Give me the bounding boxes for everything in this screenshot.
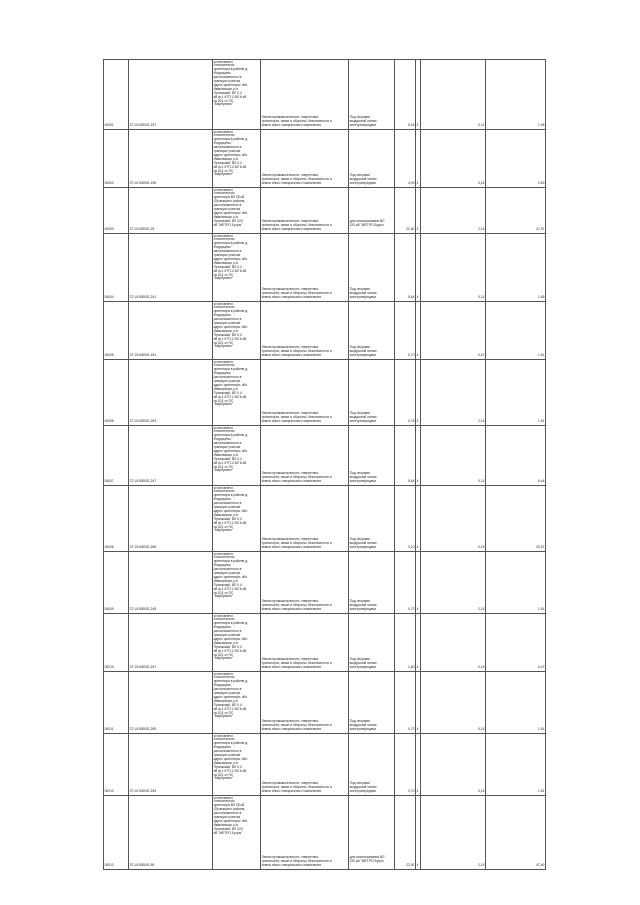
cadastral-number-cell [129, 60, 213, 130]
land-category: Земли промышленности, энергетики, транспорта, связи и обороны, безопасности и земли иного специального назначения [261, 657, 332, 670]
permitted-use: Под опорами воздушной линии электропередачи [349, 719, 377, 732]
location-description-cell [213, 614, 261, 672]
land-category: Земли промышленности, энергетики, транспорта, связи и обороны, безопасности и земли иного специального назначения [261, 471, 332, 484]
area-cell [395, 734, 416, 796]
rate-cell [421, 486, 486, 552]
rate-cell [421, 130, 486, 188]
location-description-cell [213, 130, 261, 188]
row-id-cell [104, 672, 129, 734]
row-id: 00013 [104, 863, 114, 868]
value-amount: 6,44 [537, 479, 545, 484]
value-amount: 1,51 [537, 607, 545, 612]
permitted-use: Под опорами воздушной линии электропередачи [349, 411, 377, 424]
land-category: Земли промышленности, энергетики, транспорта, связи и обороны, безопасности и земли иного специального назначения [261, 219, 332, 232]
land-category-cell [261, 302, 349, 360]
table-row [104, 302, 546, 360]
area-value: 22,00 [406, 863, 415, 868]
value-amount: 1,51 [537, 789, 545, 794]
permitted-use: для использования ВЛ 220 кВ "МЕТРО-Бугры " [349, 219, 385, 232]
area-cell [395, 130, 416, 188]
location-description-cell [213, 426, 261, 486]
location-description: установлено относительно ориентира в районе д. Федорцево расположенного в границах участка адрес ориентира: обл. Ивановская, р-н Пучежский, ВЛ 0,4 кВ ф.1 КТП-2 ВЛ 6 кВ № 621 от ПС "Марбунино" [213, 733, 249, 781]
table-row [104, 130, 546, 188]
cadastral-number: 37:10:000001:59 [129, 863, 155, 868]
location-description-cell [213, 188, 261, 234]
area-value: 5,64 [407, 295, 415, 300]
value-cell [486, 486, 546, 552]
row-id-cell [104, 614, 129, 672]
land-category: Земли промышленности, энергетики, транспорта, связи и обороны, безопасности и земли иного специального назначения [261, 855, 332, 868]
rate-cell [421, 672, 486, 734]
cadastral-number: 37:10:000001:156 [129, 181, 157, 186]
location-description: установлено относительно ориентира в районе д. Федорцево, расположенного в границах участка адрес ориентира: обл. Ивановская, р-н Пучежский, ВЛ 0,4 кВ ф.1 КТП-2 ВЛ 6 кВ № 621 от ПС "Марбунино" [213, 301, 249, 349]
permitted-use-cell [349, 486, 395, 552]
land-category-cell [261, 552, 349, 614]
location-description: установлено относительно ориентира в районе д. Федорцево, расположенного в границах участка адрес ориентира: обл. Ивановская, р-н Пучежский, ВЛ 0,4 кВ ф.1 КТП-2 ВЛ 6 кВ № 621 от ПС "Марбунино" [213, 425, 249, 473]
location-description-cell [213, 672, 261, 734]
unit-code: 4 [416, 295, 419, 300]
location-description: установлено относительно ориентира в районе д. Федорцево, расположенного в границах участка адрес ориентира: обл. Ивановская, р-н Пучежский, ВЛ 0,4 кВ ф.1 КТП-2 ВЛ 6 кВ № 621 от ПС "Марбунино" [213, 613, 249, 661]
table-row [104, 60, 546, 130]
permitted-use-cell [349, 796, 395, 870]
value-cell [486, 130, 546, 188]
area-value: 0,70 [407, 607, 415, 612]
unit-code: 4 [416, 607, 419, 612]
land-category-cell [261, 796, 349, 870]
area-value: 5,18 [407, 123, 415, 128]
value-amount: 47,57 [536, 227, 545, 232]
cadastral-number-cell [129, 796, 213, 870]
cadastral-number-cell [129, 188, 213, 234]
location-description: установлено относительно ориентира ВЛ 35 кВ (Пучежского района, расположенного в границах участка адрес ориентира: обл. Ивановская, р-н Пучежский, ВЛ 220 кВ "МЕТРО-Бугры" [213, 187, 249, 227]
rate-cell [421, 426, 486, 486]
cadastral-number-cell [129, 552, 213, 614]
rate-value: 0,10 [477, 353, 485, 358]
location-description-cell [213, 302, 261, 360]
rate-cell [421, 734, 486, 796]
land-category: Земли промышленности, энергетики, транспорта, связи и обороны, безопасности и земли иного специального назначения [261, 599, 332, 612]
location-description: установлено относительно ориентира в районе д. Федорцево, расположенного в границах участка адрес ориентира: обл. Ивановская, р-н Пучежский, ВЛ 0,4 кВ ф.1 КТП-2 ВЛ 6 кВ № 621 от ПС "Марбунино" [213, 485, 249, 533]
area-cell [395, 796, 416, 870]
land-category: Земли промышленности, энергетики, транспорта, связи и обороны, безопасности и земли иного специального назначения [261, 345, 332, 358]
rate-value: 2,15 [477, 419, 485, 424]
row-id-cell [104, 234, 129, 302]
value-cell [486, 302, 546, 360]
value-cell [486, 188, 546, 234]
table-row [104, 188, 546, 234]
land-plots-table [103, 59, 546, 870]
permitted-use: Под опорами воздушной линии электропередачи [349, 537, 377, 550]
location-description: установлено относительно ориентира в районе д. Федорцево, расположенного в границах участка адрес ориентира: обл. Ивановская, р-н Пучежский, ВЛ 0,4 кВ ф.1 КТП-2 ВЛ 6 кВ № 621 от ПС "Марбунино" [213, 671, 249, 719]
area-value: 5,64 [407, 479, 415, 484]
area-cell [395, 614, 416, 672]
land-category-cell [261, 426, 349, 486]
rate-value: 2,15 [477, 863, 485, 868]
area-cell [395, 60, 416, 130]
table-row [104, 360, 546, 426]
table-body [104, 60, 546, 870]
land-category-cell [261, 234, 349, 302]
area-value: 3,10 [407, 545, 415, 550]
row-id: 00006 [104, 419, 114, 424]
permitted-use: Под опорами воздушной линии электропередачи [349, 287, 377, 300]
rate-value: 2,15 [477, 607, 485, 612]
cadastral-number-cell [129, 672, 213, 734]
area-cell [395, 486, 416, 552]
permitted-use-cell [349, 130, 395, 188]
row-id: 00004 [104, 295, 114, 300]
row-id: 00011 [104, 727, 114, 732]
rate-value: 0,15 [477, 545, 485, 550]
permitted-use: Под опорами воздушной линии электропередачи [349, 115, 377, 128]
cadastral-number-cell [129, 130, 213, 188]
permitted-use-cell [349, 672, 395, 734]
rate-cell [421, 614, 486, 672]
table-row [104, 426, 546, 486]
value-cell [486, 360, 546, 426]
cadastral-number-cell [129, 302, 213, 360]
unit-code: 4 [416, 789, 419, 794]
value-cell [486, 672, 546, 734]
location-description: установлено относительно ориентира в районе д. Федорцево расположенного в границах участка адрес ориентира: обл. Ивановская, р-н Пучежский, ВЛ 0,4 кВ ф.1 КТП-2 ВЛ 6 кВ № 621 от ПС "Марбунино" [213, 551, 249, 599]
row-id-cell [104, 360, 129, 426]
rate-cell [421, 188, 486, 234]
area-cell [395, 552, 416, 614]
table-row [104, 486, 546, 552]
unit-code: 4 [416, 727, 419, 732]
value-amount: 1,51 [537, 727, 545, 732]
permitted-use: Под опорами воздушной линии электропередачи [349, 471, 377, 484]
area-cell [395, 234, 416, 302]
value-cell [486, 426, 546, 486]
area-cell [395, 360, 416, 426]
value-amount: 1,05 [537, 123, 545, 128]
location-description-cell [213, 796, 261, 870]
unit-code: 4 [416, 419, 419, 424]
land-category: Земли промышленности, энергетики, транспорта, связи и обороны, безопасности и земли иного специального назначения [261, 537, 332, 550]
unit-code: 4 [416, 545, 419, 550]
table-row [104, 672, 546, 734]
location-description-cell [213, 360, 261, 426]
location-description-cell [213, 60, 261, 130]
rate-value: 2,15 [477, 227, 485, 232]
permitted-use-cell [349, 614, 395, 672]
row-id-cell [104, 734, 129, 796]
table-row [104, 552, 546, 614]
rate-cell [421, 796, 486, 870]
unit-code: 4 [416, 665, 419, 670]
cadastral-number: 37:10:000001:245 [129, 789, 157, 794]
area-cell [395, 188, 416, 234]
rate-value: 0,11 [478, 123, 485, 128]
permitted-use-cell [349, 552, 395, 614]
cadastral-number: 37:10:000001:265 [129, 545, 157, 550]
row-id: 00012 [104, 789, 114, 794]
land-category-cell [261, 60, 349, 130]
cadastral-number-cell [129, 360, 213, 426]
cadastral-number: 37:10:000001:25 [129, 227, 155, 232]
land-category: Земли промышленности, энергетики, транспорта, связи и обороны, безопасности и земли иного специального назначения [261, 411, 332, 424]
value-amount: 20,67 [536, 545, 545, 550]
location-description: установлено относительно ориентира в районе д. Федорцево, расположенного в границах участка адрес ориентира: обл. Ивановская, р-н Пучежский, ВЛ 0,4 кВ ф.1 КТП-2 ВЛ 6 кВ № 621 от ПС "Марбунино" [213, 129, 249, 177]
rate-cell [421, 234, 486, 302]
permitted-use-cell [349, 302, 395, 360]
permitted-use-cell [349, 426, 395, 486]
land-category-cell [261, 360, 349, 426]
area-cell [395, 672, 416, 734]
cadastral-number: 37:10:000001:157 [129, 123, 157, 128]
cadastral-number-cell [129, 486, 213, 552]
row-id-cell [104, 796, 129, 870]
value-cell [486, 614, 546, 672]
area-value: 0,75 [407, 419, 415, 424]
area-value: 4,09 [407, 181, 415, 186]
row-id-cell [104, 426, 129, 486]
land-category: Земли промышленности, энергетики, транспорта, связи и обороны, безопасности и земли иного специального назначения [261, 115, 332, 128]
rate-cell [421, 60, 486, 130]
value-cell [486, 796, 546, 870]
land-category: Земли промышленности, энергетики, транспорта, связи и обороны, безопасности и земли иного специального назначения [261, 287, 332, 300]
row-id-cell [104, 552, 129, 614]
rate-cell [421, 360, 486, 426]
unit-code: 4 [416, 227, 419, 232]
rate-value: 0,15 [477, 789, 485, 794]
cadastral-number: 37:10:000001:241 [129, 295, 157, 300]
table-row [104, 734, 546, 796]
permitted-use: Под опорами воздушной линии электропередачи [349, 599, 377, 612]
table-row [104, 796, 546, 870]
land-category-cell [261, 614, 349, 672]
rate-cell [421, 552, 486, 614]
area-value: 22,40 [406, 227, 415, 232]
area-cell [395, 302, 416, 360]
cadastral-number: 37:10:000001:247 [129, 479, 157, 484]
row-id: 00005 [104, 353, 114, 358]
value-cell [486, 234, 546, 302]
row-id: 00002 [104, 181, 114, 186]
rate-value: 0,11 [478, 295, 485, 300]
permitted-use-cell [349, 360, 395, 426]
permitted-use: Под опорами воздушной линии электропередачи [349, 657, 377, 670]
cadastral-number: 37:10:000001:265 [129, 727, 157, 732]
area-cell [395, 426, 416, 486]
location-description: установлено относительно ориентира в районе д. Федорцево расположенного в границах участка адрес ориентира: обл. Ивановская, р-н Пучежский, ВЛ 0,4 кВ ф.1 КТП-2 ВЛ 6 кВ № 621 от ПС "Марбунино" [213, 233, 249, 281]
permitted-use: Под опорами воздушной линии электропередачи [349, 781, 377, 794]
row-id: 00001 [104, 123, 114, 128]
location-description-cell [213, 734, 261, 796]
value-amount: 1,51 [537, 353, 545, 358]
area-value: 1,60 [407, 665, 415, 670]
cadastral-number-cell [129, 426, 213, 486]
rate-value: 0,16 [477, 665, 485, 670]
unit-code: 4 [416, 353, 419, 358]
value-amount: 1,65 [537, 295, 545, 300]
row-id: 00009 [104, 607, 114, 612]
permitted-use: для использования ВЛ 220 кВ "МЕТРО-Бугры " [349, 855, 385, 868]
location-description-cell [213, 486, 261, 552]
permitted-use-cell [349, 734, 395, 796]
land-category-cell [261, 130, 349, 188]
area-value: 0,70 [407, 727, 415, 732]
cadastral-number: 37:10:000001:245 [129, 607, 157, 612]
rate-value: 0,11 [478, 479, 485, 484]
row-id-cell [104, 60, 129, 130]
area-value: 0,70 [407, 789, 415, 794]
value-amount: 0,63 [537, 181, 545, 186]
land-category-cell [261, 734, 349, 796]
table-row [104, 614, 546, 672]
cadastral-number: 37:10:000001:263 [129, 419, 157, 424]
row-id-cell [104, 486, 129, 552]
row-id: 00007 [104, 479, 114, 484]
permitted-use: Под опорами воздушной линии электропередачи [349, 345, 377, 358]
land-category: Земли промышленности, энергетики, транспорта, связи и обороны, безопасности и земли иного специального назначения [261, 781, 332, 794]
location-description: установлено относительно ориентира ВЛ 35 кВ (Пучежского района, расположенного в границах участка адрес ориентира: обл. Ивановская, р-н Пучежский, ВЛ 220 кВ "МЕТРО-Бугры" [213, 795, 249, 835]
location-description: установлено относительно ориентира в районе д. Федорцево расположенного в границах участка адрес ориентира: обл. Ивановская, р-н Пучежский, ВЛ 0,4 кВ ф.1 КТП-2 ВЛ 6 кВ № 621 от ПС "Марбунино" [213, 59, 249, 107]
cadastral-number-cell [129, 734, 213, 796]
unit-code: 4 [416, 863, 419, 868]
unit-code: 4 [416, 479, 419, 484]
land-category: Земли промышленности, энергетики, транспорта, связи и обороны, безопасности и земли иного специального назначения [261, 173, 332, 186]
rate-value: 0,16 [477, 181, 485, 186]
value-cell [486, 734, 546, 796]
unit-code: 4 [416, 123, 419, 128]
value-amount: 47,40 [536, 863, 545, 868]
cadastral-number: 37:10:000001:247 [129, 665, 157, 670]
row-id-cell [104, 188, 129, 234]
value-amount: 6,47 [537, 665, 545, 670]
value-amount: 1,51 [537, 419, 545, 424]
rate-value: 0,15 [477, 727, 485, 732]
land-category-cell [261, 188, 349, 234]
unit-code: 4 [416, 181, 419, 186]
row-id-cell [104, 130, 129, 188]
row-id: 00008 [104, 545, 114, 550]
rate-cell [421, 302, 486, 360]
cadastral-number: 37:10:000001:161 [129, 353, 157, 358]
land-category-cell [261, 672, 349, 734]
row-id-cell [104, 302, 129, 360]
table-row [104, 234, 546, 302]
permitted-use: Под опорами воздушной линии электропередачи [349, 173, 377, 186]
cadastral-number-cell [129, 234, 213, 302]
land-category: Земли промышленности, энергетики, транспорта, связи и обороны, безопасности и земли иного специального назначения [261, 719, 332, 732]
permitted-use-cell [349, 60, 395, 130]
permitted-use-cell [349, 188, 395, 234]
location-description-cell [213, 234, 261, 302]
permitted-use-cell [349, 234, 395, 302]
cadastral-number-cell [129, 614, 213, 672]
location-description-cell [213, 552, 261, 614]
row-id: 00010 [104, 665, 114, 670]
location-description: установлено относительно ориентира в районе д. Федорцево расположенного в границах участка адрес ориентира: обл. Ивановская, р-н Пучежский, ВЛ 0,4 кВ ф.1 КТП-2 ВЛ 6 кВ № 621 от ПС "Марбунино" [213, 359, 249, 407]
row-id: 00003 [104, 227, 114, 232]
land-category-cell [261, 486, 349, 552]
value-cell [486, 552, 546, 614]
value-cell [486, 60, 546, 130]
area-value: 0,70 [407, 353, 415, 358]
